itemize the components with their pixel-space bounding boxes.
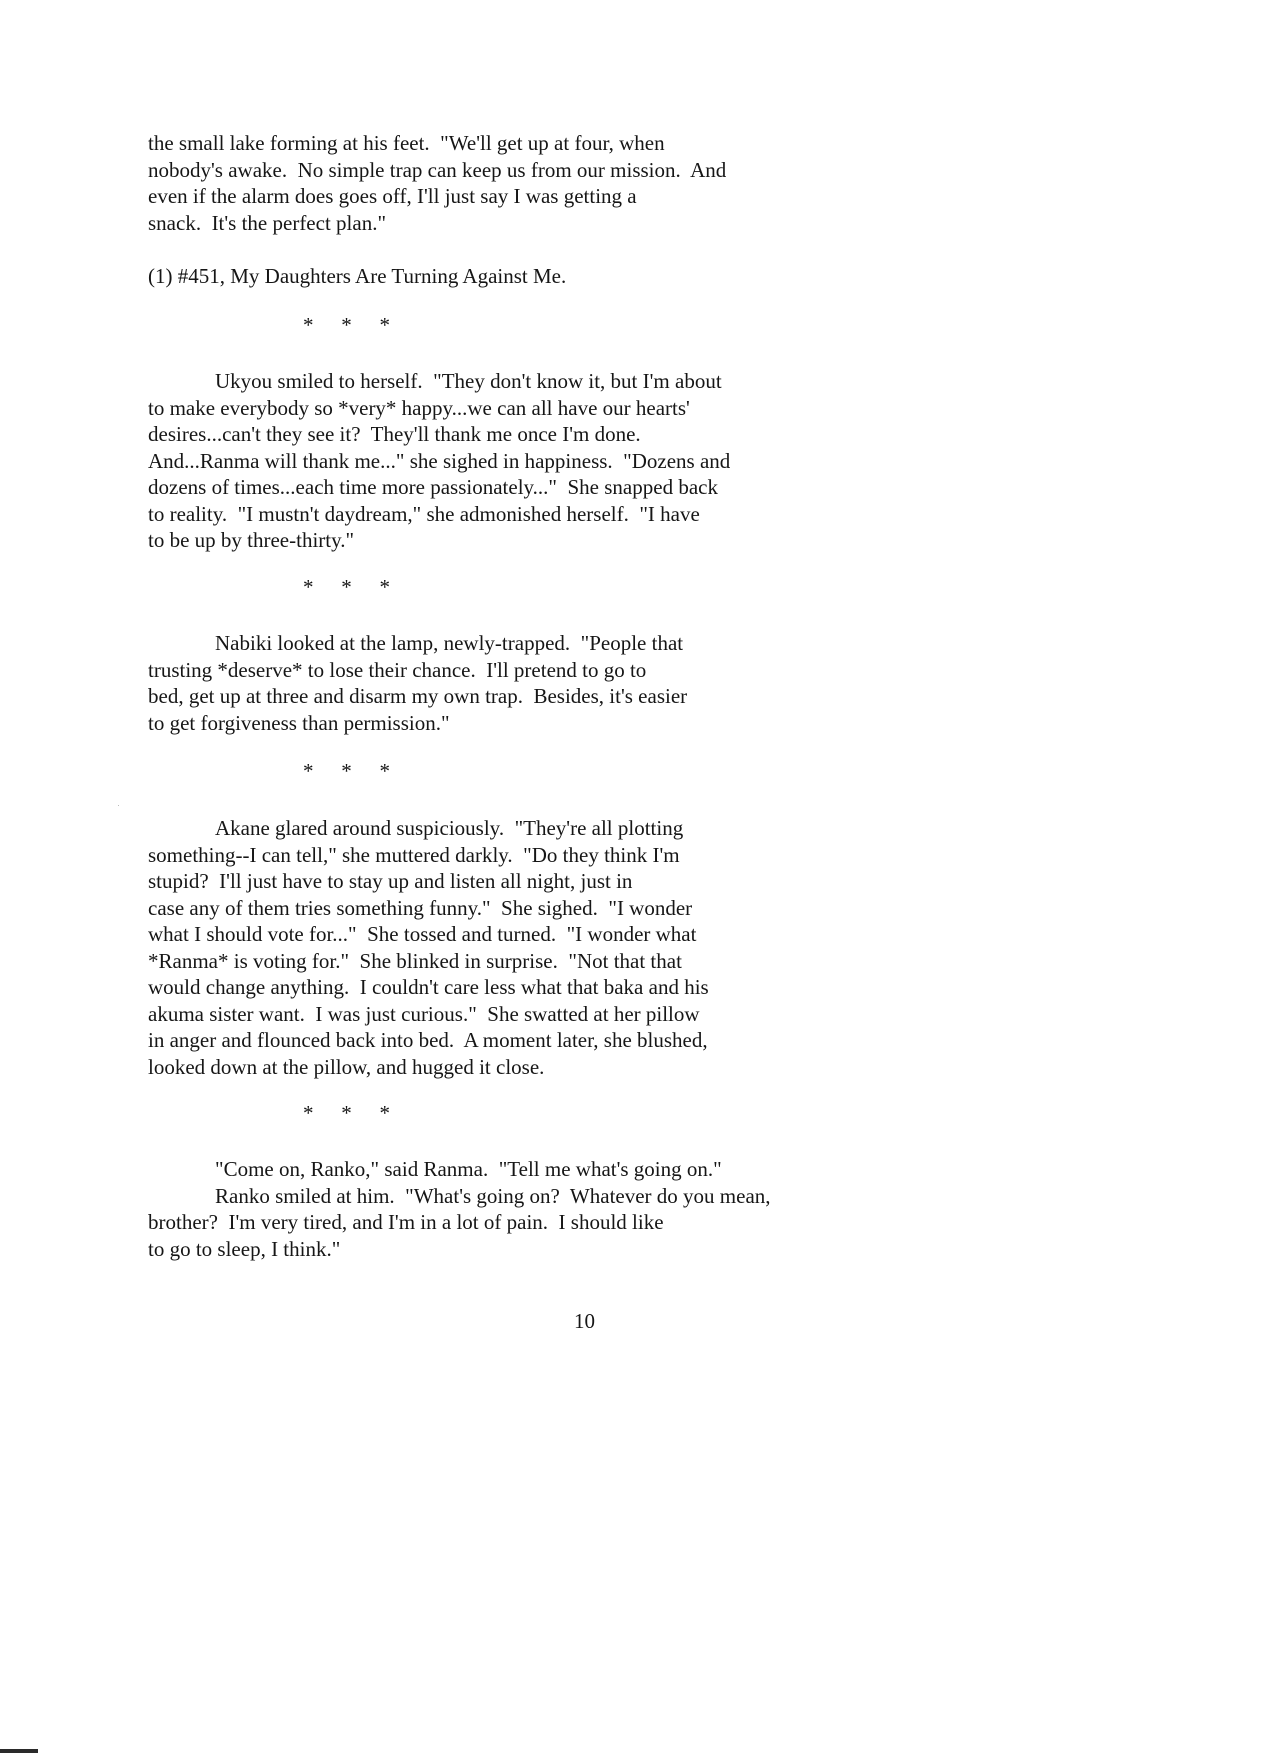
scan-edge-mark bbox=[0, 1749, 38, 1753]
text-line: to get forgiveness than permission." bbox=[148, 710, 450, 735]
paragraph-akane bbox=[148, 815, 908, 1080]
text-line: Ranko smiled at him. "What's going on? Whatever do you mean, bbox=[215, 1183, 771, 1208]
scene-separator: * * * bbox=[303, 313, 390, 337]
text-line: dozens of times...each time more passionately..." She snapped back bbox=[148, 475, 718, 499]
scene-separator: * * * bbox=[303, 1101, 390, 1125]
paragraph-nabiki bbox=[148, 630, 908, 736]
text-line: to reality. "I mustn't daydream," she admonished herself. "I have bbox=[148, 501, 700, 526]
text-line: would change anything. I couldn't care less what that baka and his bbox=[148, 975, 709, 999]
text-line: desires...can't they see it? They'll thank me once I'm done. bbox=[148, 422, 641, 446]
text-line: "Come on, Ranko," said Ranma. "Tell me what's going on." bbox=[215, 1157, 722, 1181]
paragraph-lake bbox=[148, 130, 908, 236]
text-line: akuma sister want. I was just curious." She swatted at her pillow bbox=[148, 1001, 700, 1026]
scene-separator: * * * bbox=[303, 759, 390, 783]
text-line: And...Ranma will thank me..." she sighed in happiness. "Dozens and bbox=[148, 448, 731, 473]
text-line: even if the alarm does goes off, I'll just say I was getting a bbox=[148, 184, 637, 208]
text-line: bed, get up at three and disarm my own trap. Besides, it's easier bbox=[148, 684, 688, 708]
page-number: 10 bbox=[574, 1309, 595, 1333]
text-line: trusting *deserve* to lose their chance. I'll pretend to go to bbox=[148, 657, 647, 682]
text-line: looked down at the pillow, and hugged it close. bbox=[148, 1054, 545, 1079]
text-line: something--I can tell," she muttered darkly. "Do they think I'm bbox=[148, 842, 680, 867]
text-line: to be up by three-thirty." bbox=[148, 528, 355, 552]
text-line: in anger and flounced back into bed. A moment later, she blushed, bbox=[148, 1028, 708, 1052]
footnote bbox=[148, 263, 908, 290]
text-line: case any of them tries something funny." She sighed. "I wonder bbox=[148, 895, 693, 920]
scene-separator: * * * bbox=[303, 575, 390, 599]
text-line: to make everybody so *very* happy...we can all have our hearts' bbox=[148, 395, 690, 420]
paragraph-ukyou bbox=[148, 368, 908, 554]
footnote-text: (1) #451, My Daughters Are Turning Against Me. bbox=[148, 264, 567, 288]
text-line: what I should vote for..." She tossed and turned. "I wonder what bbox=[148, 922, 697, 946]
text-line: the small lake forming at his feet. "We'll get up at four, when bbox=[148, 131, 665, 155]
text-line: brother? I'm very tired, and I'm in a lot of pain. I should like bbox=[148, 1210, 664, 1234]
text-line: to go to sleep, I think." bbox=[148, 1236, 341, 1261]
text-line: Ukyou smiled to herself. "They don't know it, but I'm about bbox=[215, 369, 722, 393]
text-line: Akane glared around suspiciously. "They're all plotting bbox=[215, 816, 684, 840]
text-line: nobody's awake. No simple trap can keep us from our mission. And bbox=[148, 157, 727, 182]
scan-artifact bbox=[118, 805, 119, 806]
paragraph-ranko bbox=[148, 1156, 908, 1262]
text-line: Nabiki looked at the lamp, newly-trapped. "People that bbox=[215, 631, 684, 655]
text-line: stupid? I'll just have to stay up and listen all night, just in bbox=[148, 869, 633, 893]
text-line: *Ranma* is voting for." She blinked in surprise. "Not that that bbox=[148, 948, 682, 973]
text-line: snack. It's the perfect plan." bbox=[148, 210, 387, 235]
